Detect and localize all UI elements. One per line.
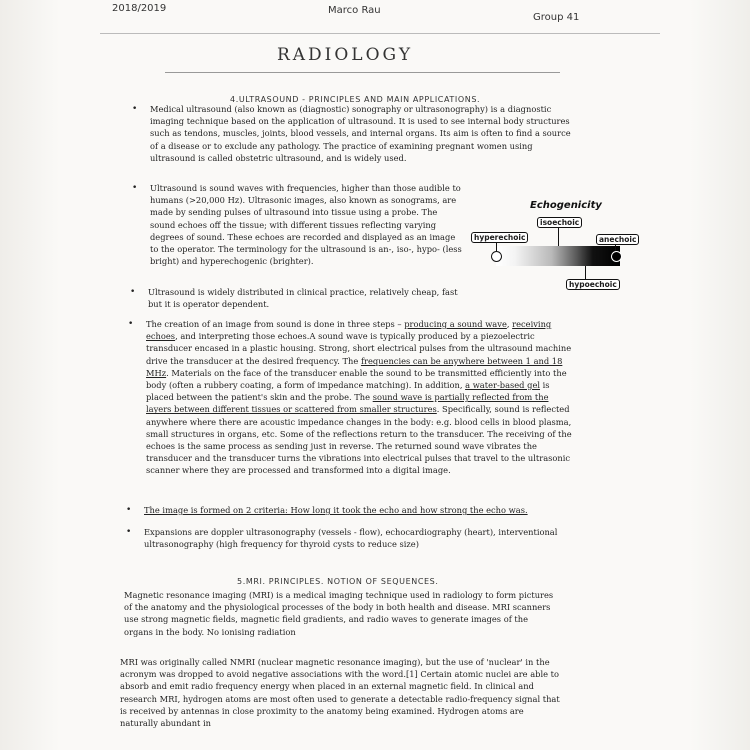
white-circle-marker	[491, 251, 502, 262]
paragraph-mri-history: MRI was originally called NMRI (nuclear magnetic resonance imaging), but the use of 'nuclear' in the acronym was dropped to avoid negative associations with the word.[1] Certain atomic nuclei are able to absorb and emit radio frequency energy when placed in an external magnetic field. In clinical and research MRI, hydrogen atoms are most often used to generate a detectable radio-frequency signal that is received by antennas in close proximity to the anatomy being examined. Hydrogen atoms are naturally abundant in	[120, 657, 560, 729]
section-heading-ultrasound: 4.ULTRASOUND - PRINCIPLES AND MAIN APPLICATIONS.	[230, 95, 481, 104]
connector-line	[585, 266, 586, 279]
bullet-expansions: • Expansions are doppler ultrasonography (vessels - flow), echocardiography (heart), interventional ultrasonography (high frequency for thyroid cysts to reduce size)	[144, 526, 574, 550]
black-circle-marker	[611, 251, 622, 262]
header-year: 2018/2019	[112, 3, 167, 14]
text-segment: . Materials on the face of the transducer enable the sound to be transmitted efficiently into the body (often a rubbery coating, a form of impedance matching). In addition,	[146, 367, 567, 391]
bullet-image-criteria	[144, 504, 574, 516]
text-segment: ,	[506, 319, 513, 329]
figure-title: Echogenicity	[530, 200, 602, 211]
header-divider	[100, 33, 660, 34]
header-group: Group 41	[533, 12, 580, 23]
echogenicity-gradient-bar	[496, 246, 620, 266]
label-hyperechoic: hyperechoic	[471, 232, 528, 243]
title-divider	[165, 72, 560, 73]
text-segment: , and interpreting those echoes.A sound wave is typically produced by a piezoelectric transducer encased in a plastic housing. Strong, short electrical pulses from the ultrasound machine drive the transducer at the desired frequency. The	[146, 331, 572, 366]
text-segment: . Specifically, sound is reflected anywhere where there are acoustic impedance changes in the body: e.g. blood cells in blood plasma, small structures in organs, etc. Some of the reflections return to the transducer. The receiving of the echoes is the same process as sending just in reverse. The returned sound wave vibrates the transducer and the transducer turns the vibrations into electrical pulses that travel to the ultrasonic scanner where they are processed and transformed into a digital image.	[146, 404, 572, 476]
connector-line	[558, 227, 559, 246]
text-segment: The creation of an image from sound is done in three steps –	[146, 319, 405, 329]
section-heading-mri: 5.MRI. PRINCIPLES. NOTION OF SEQUENCES.	[237, 577, 439, 586]
underlined-text: producing a sound wave	[404, 319, 507, 329]
underlined-text: sound wave is partially reflected from the layers between different tissues or scattered from smaller structures	[146, 392, 549, 415]
echogenicity-figure	[470, 198, 640, 298]
paragraph-mri-definition: Magnetic resonance imaging (MRI) is a medical imaging technique used in radiology to form pictures of the anatomy and the physiological processes of the body in both health and disease. MRI scanners use strong magnetic fields, magnetic field gradients, and radio waves to generate images of the organs in the body. No ionising radiation	[124, 590, 554, 637]
label-isoechoic: isoechoic	[537, 217, 582, 228]
label-anechoic: anechoic	[596, 234, 639, 245]
underlined-text: The image is formed on 2 criteria: How long it took the echo and how strong the echo was.	[144, 505, 528, 515]
label-hypoechoic: hypoechoic	[566, 279, 620, 290]
header-author: Marco Rau	[328, 5, 381, 16]
underlined-text: a water-based gel	[465, 380, 541, 391]
bullet-ultrasound-distribution: • Ultrasound is widely distributed in clinical practice, relatively cheap, fast but it is operator dependent.	[148, 286, 458, 310]
bullet-ultrasound-waves: • Ultrasound is sound waves with frequencies, higher than those audible to humans (>20,000 Hz). Ultrasonic images, also known as sonograms, are made by sending pulses of ultrasound into tissue using a probe. The sound echoes off the tissue; with different tissues reflecting varying degrees of sound. These echoes are recorded and displayed as an image to the operator. The terminology for the ultrasound is an-, iso-, hypo- (less bright) and hyperechogenic (brighter).	[150, 182, 465, 267]
bullet-image-creation	[146, 318, 576, 477]
text-segment: is placed between the patient's skin and the probe. The	[146, 380, 550, 403]
page-title: RADIOLOGY	[276, 45, 414, 65]
underlined-text: frequencies can be anywhere between 1 and 18 MHz	[146, 355, 563, 378]
underlined-text: receiving echoes	[146, 319, 552, 342]
bullet-ultrasound-definition: • Medical ultrasound (also known as (diagnostic) sonography or ultrasonography) is a diagnostic imaging technique based on the application of ultrasound. It is used to see internal body structures such as tendons, muscles, joints, blood vessels, and internal organs. Its aim is often to find a source of a disease or to exclude any pathology. The practice of examining pregnant women using ultrasound is called obstetric ultrasound, and is widely used.	[150, 103, 580, 164]
